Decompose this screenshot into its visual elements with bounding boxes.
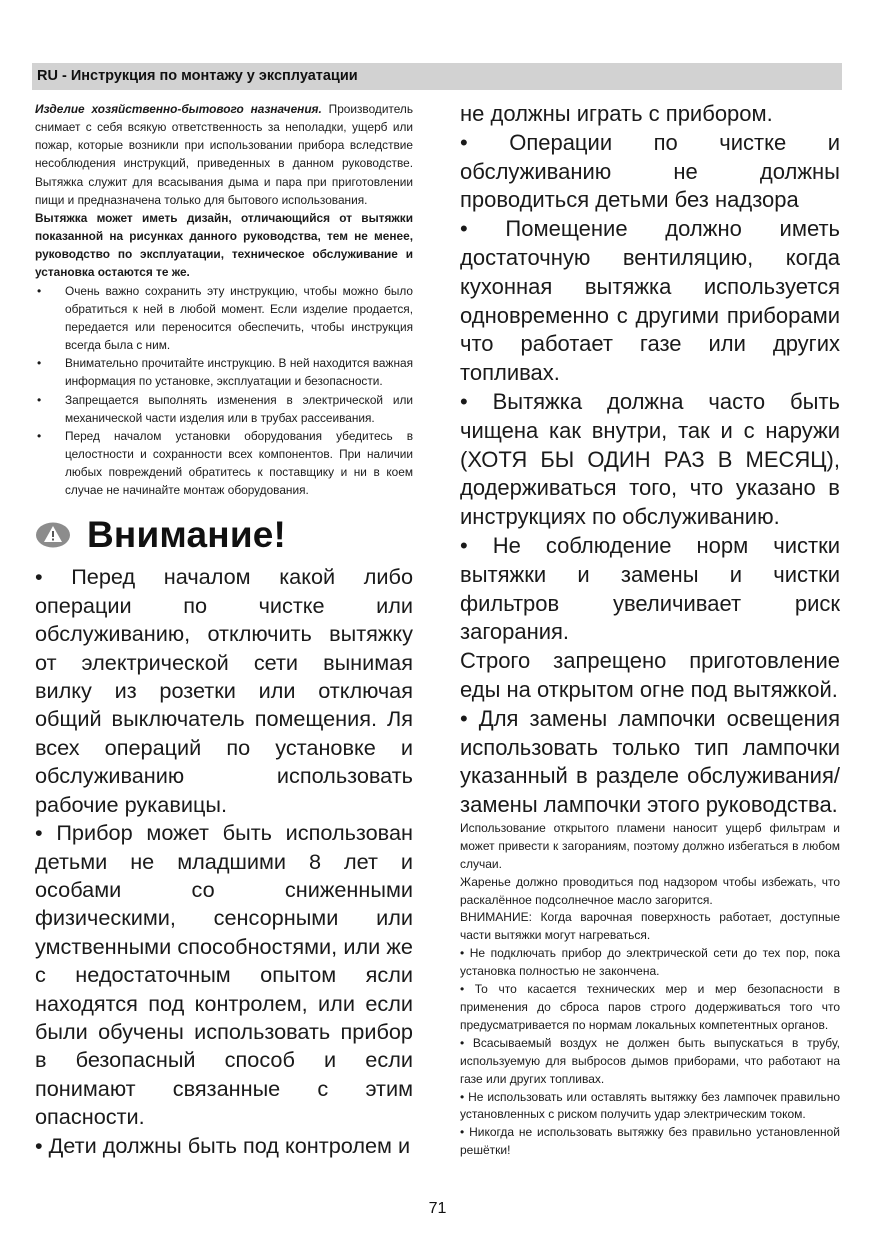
- page-number: 71: [428, 1200, 447, 1217]
- note-paragraph: • Не использовать или оставлять вытяжку без лампочек правильно установленных с риском получить удар электрическим током.: [460, 1089, 840, 1122]
- intro-lead: Изделие хозяйственно-бытового назначения.: [35, 102, 322, 116]
- warning-paragraph-2: • Прибор может быть использован детьми не младшими 8 лет и особами со сниженными физическими, сенсорными или умственными способностями, или же с недостаточным опытом ясли находятся под контролем, или если были обучены использовать прибор в безопасный способ и если понимают связанные с этим опасности.: [35, 820, 413, 1130]
- safety-paragraph-7: • Для замены лампочки освещения использовать только тип лампочки указанный в разделе обслуживания/замены лампочки этого руководства.: [460, 705, 840, 818]
- section-header-title: RU - Инструкция по монтажу у эксплуатации: [37, 68, 358, 84]
- instruction-bullets: [35, 282, 413, 500]
- section-header: [32, 63, 842, 90]
- list-item: • Запрещается выполнять изменения в электрической или механической части изделия или в трубах рассеивания.: [35, 391, 413, 427]
- list-item: • Очень важно сохранить эту инструкцию, чтобы можно было обратиться к ней в любой момент. Если изделие продается, передается или переносится обеспечить, чтобы инструкция всегда была с ним.: [35, 282, 413, 355]
- warning-heading: [35, 513, 413, 557]
- note-paragraph: Жаренье должно проводиться под надзором чтобы избежать, что раскалённое подсолнечное масло загорится.: [460, 874, 840, 907]
- safety-paragraph-2: • Операции по чистке и обслуживанию не должны проводиться детьми без надзора: [460, 129, 840, 213]
- warning-paragraph-3: • Дети должны быть под контролем и: [35, 1132, 411, 1158]
- note-paragraph: • То что касается технических мер и мер безопасности в применения до сброса паров строго додерживаться того что предусматривается по нормам локальных компетентных органов.: [460, 982, 840, 1032]
- warning-paragraph-1: • Перед началом какой либо операции по чистке или обслуживанию, отключить вытяжку от электрической сети вынимая вилку из розетки или отключая общий выключатель помещения. Ля всех операций по установке и обслуживанию использовать рабочие рукавицы.: [35, 564, 413, 817]
- list-item: • Внимательно прочитайте инструкцию. В ней находится важная информация по установке, эксплуатации и безопасности.: [35, 354, 413, 390]
- design-note: Вытяжка может иметь дизайн, отличающийся от вытяжки показанной на рисунках данного руководства, тем не менее, руководство по эксплуатации, техническое обслуживание и установка остаются те же.: [35, 210, 413, 280]
- warning-triangle-icon: [35, 521, 71, 549]
- note-paragraph: • Всасываемый воздух не должен быть выпускаться в трубу, используемую для выбросов дымов приборами, что работают на газе или других топливах.: [460, 1035, 840, 1086]
- note-paragraph: Использование открытого пламени наносит ущерб фильтрам и может привести к загораниям, поэтому должно избегаться в любом случаи.: [460, 820, 840, 871]
- note-paragraph: ВНИМАНИЕ: Когда варочная поверхность работает, доступные части вытяжки могут нагреваться.: [460, 910, 840, 943]
- safety-paragraph-5: • Не соблюдение норм чистки вытяжки и замены и чистки фильтров увеличивает риск загорания.: [460, 532, 840, 645]
- safety-paragraph-1: не должны играть с прибором.: [460, 101, 773, 126]
- intro-rest: Производитель снимает с себя всякую ответственность за неполадки, ущерб или пожар, которые возникли при использовании прибора вследствие несоблюдения инструкций, приведенных в данном руководстве. Вытяжка служит для всасывания дыма и пара при приготовлении пищи и предназначена только для бытового использования.: [35, 102, 413, 207]
- safety-paragraph-4: • Вытяжка должна часто быть чищена как внутри, так и с наружи (ХОТЯ БЫ ОДИН РАЗ В МЕСЯЦ), додерживаться того, что указано в инструкциях по обслуживанию.: [460, 388, 840, 530]
- intro-paragraph: [35, 100, 413, 209]
- note-paragraph: • Не подключать прибор до электрической сети до тех пор, пока установка полностью не закончена.: [460, 946, 840, 979]
- list-item: • Перед началом установки оборудования убедитесь в целостности и сохранности всех компонентов. При наличии любых повреждений обратитесь к поставщику и ни в коем случае не начинайте монтаж оборудования.: [35, 427, 413, 500]
- note-paragraph: • Никогда не использовать вытяжку без правильно установленной решётки!: [460, 1125, 840, 1158]
- safety-paragraph-3: • Помещение должно иметь достаточную вентиляцию, когда кухонная вытяжка используется одновременно с другими приборами что работает газе или других топливах.: [460, 216, 840, 386]
- left-column: [35, 100, 413, 1160]
- safety-paragraph-6: Строго запрещено приготовление еды на открытом огне под вытяжкой.: [460, 648, 840, 702]
- right-column: [460, 100, 840, 1160]
- warning-title: Внимание!: [87, 514, 287, 556]
